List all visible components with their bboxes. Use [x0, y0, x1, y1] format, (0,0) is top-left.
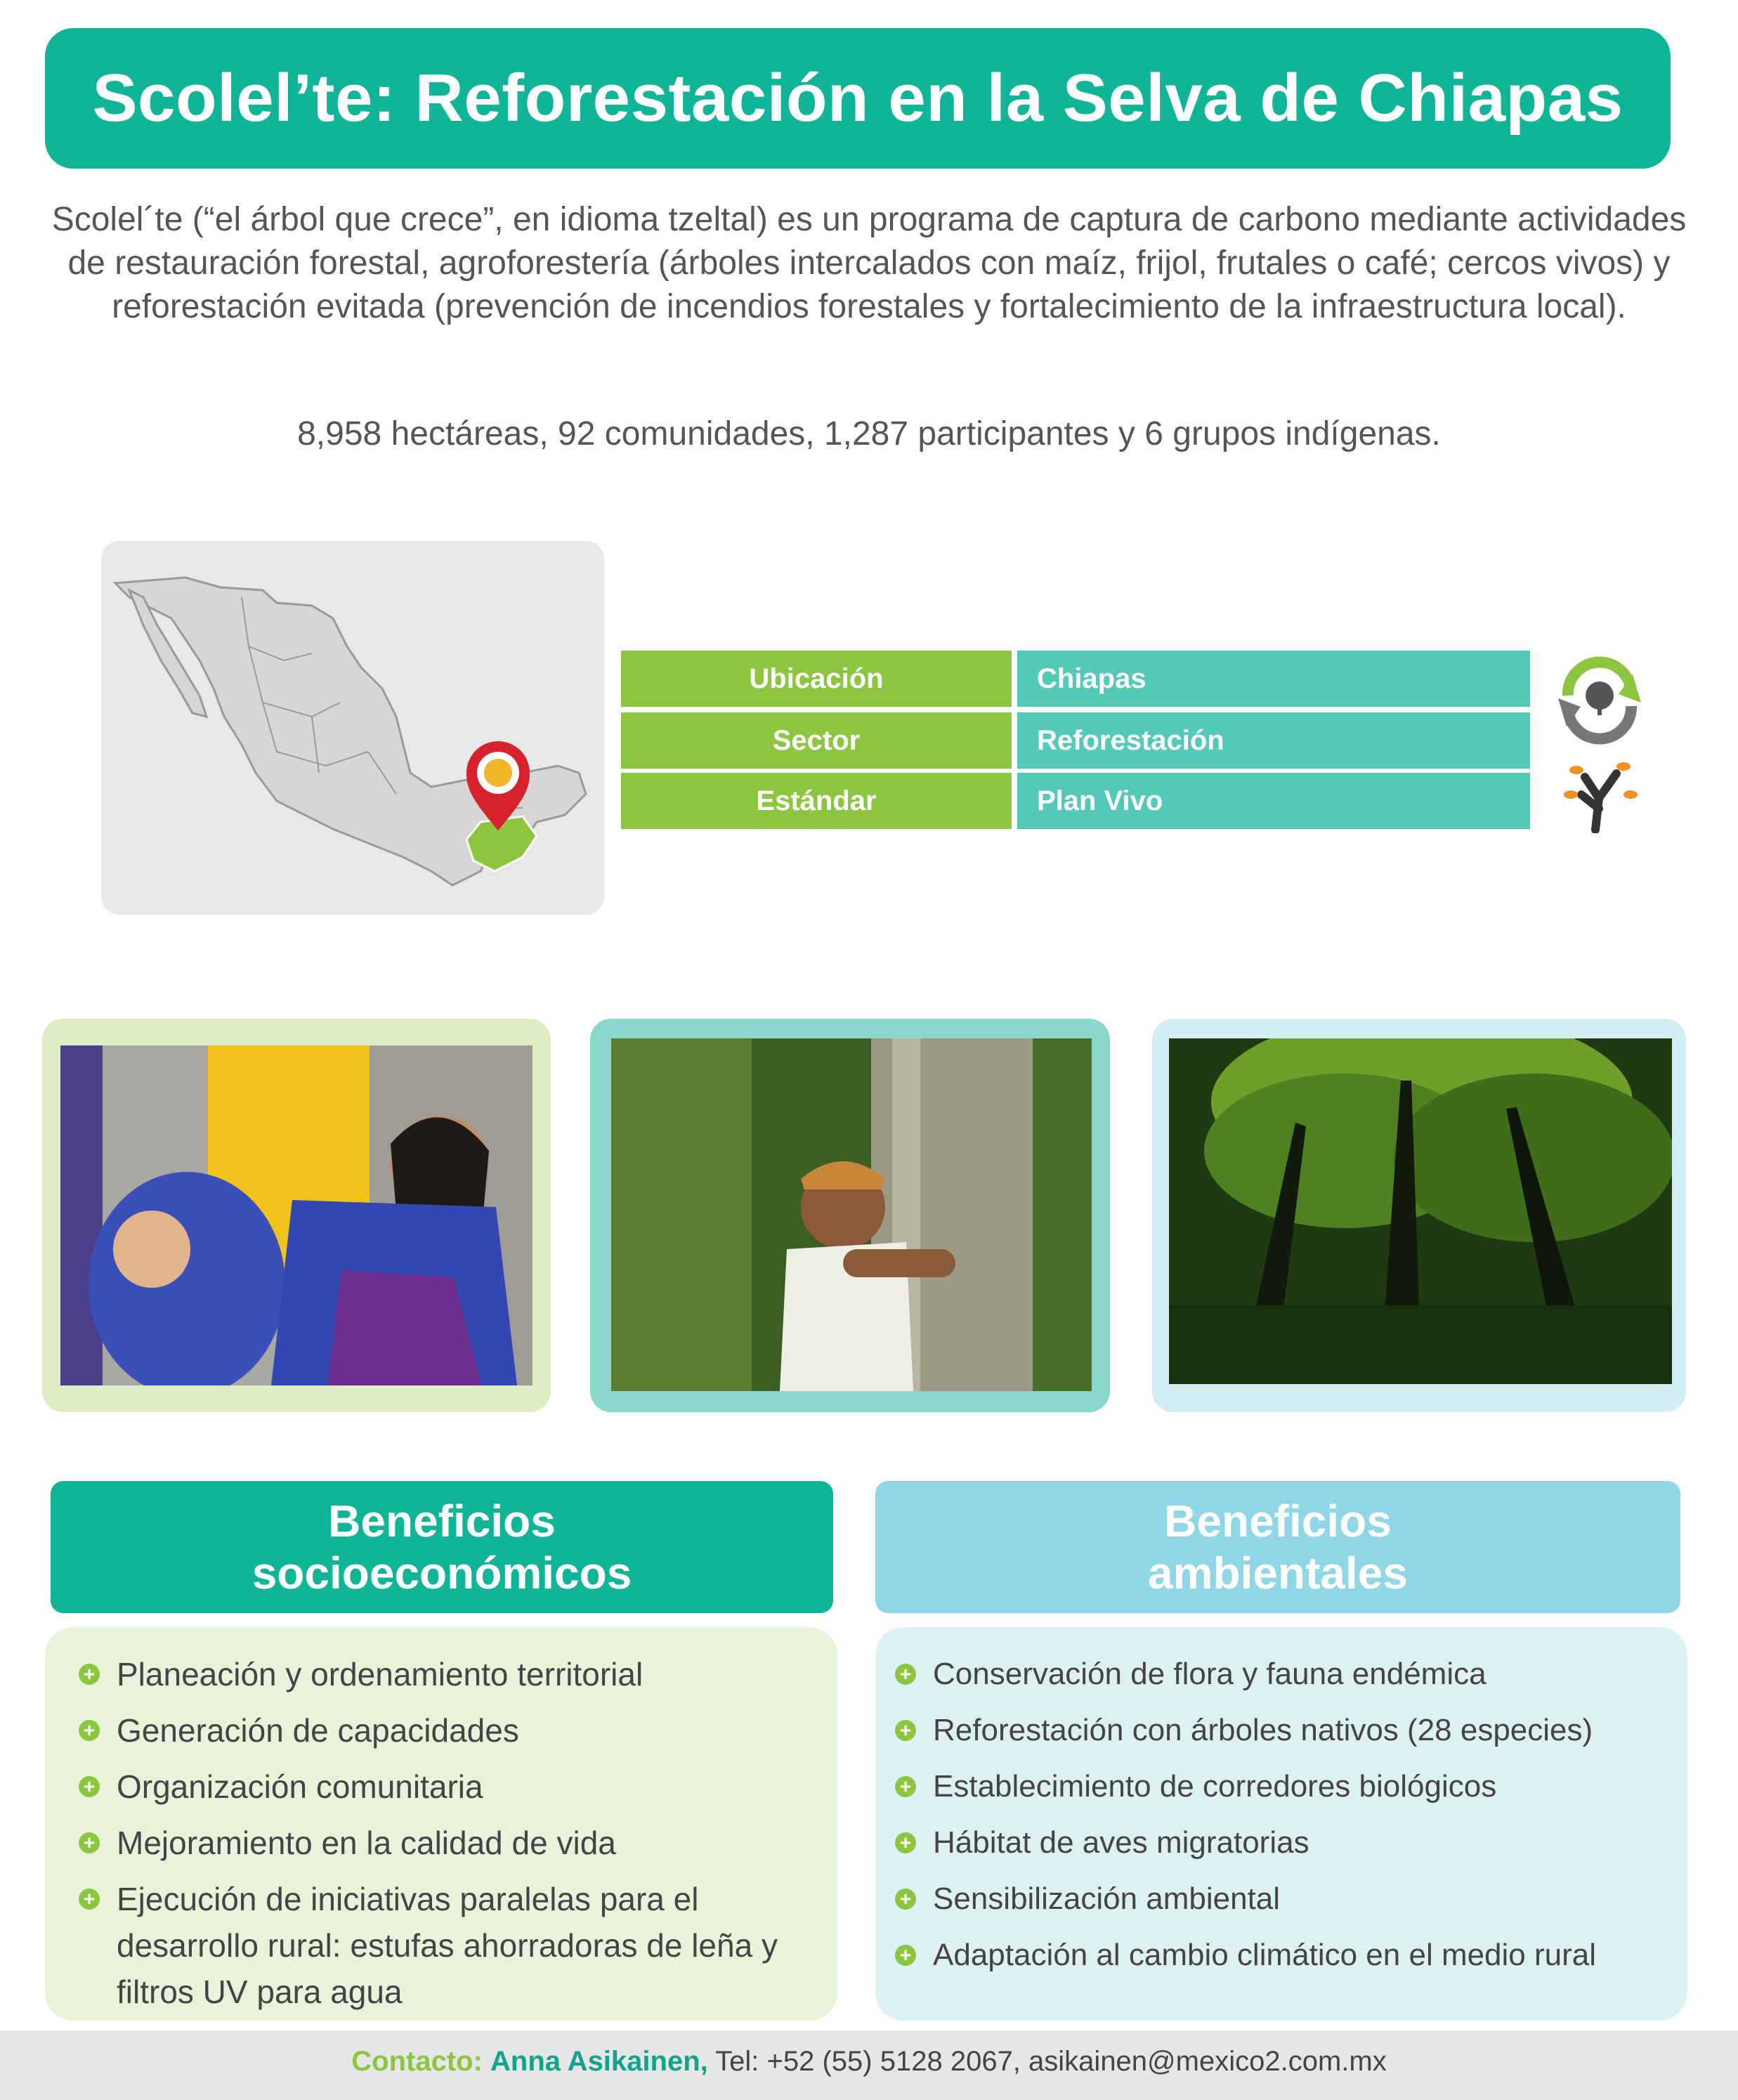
list-item: + Mejoramiento en la calidad de vida [79, 1820, 795, 1866]
env-header-line2: ambientales [1148, 1548, 1408, 1598]
footer-contact [0, 2046, 1738, 2078]
plus-bullet-icon: + [895, 1776, 916, 1797]
info-label-estandar: Estándar [621, 773, 1012, 829]
list-item: + Organización comunitaria [79, 1763, 795, 1810]
photo-man-hugging-tree [611, 1038, 1092, 1391]
plus-bullet-icon: + [79, 1889, 100, 1910]
photo-forest-canopy [1169, 1038, 1672, 1384]
list-item: + Hábitat de aves migratorias [895, 1820, 1675, 1866]
contact-email[interactable]: asikainen@mexico2.com.mx [1028, 2046, 1387, 2077]
list-item: + Adaptación al cambio climático en el medio rural [895, 1932, 1675, 1978]
page-title: Scolel’te: Reforestación en la Selva de Chiapas [92, 60, 1623, 136]
plus-bullet-icon: + [895, 1664, 916, 1685]
plus-bullet-icon: + [79, 1776, 100, 1797]
contact-name: Anna Asikainen, [490, 2046, 708, 2077]
list-item: + Reforestación con árboles nativos (28 especies) [895, 1707, 1675, 1754]
plus-bullet-icon: + [895, 1945, 916, 1966]
plan-vivo-tree-icon [1557, 756, 1641, 833]
list-item: + Conservación de flora y fauna endémica [895, 1651, 1675, 1697]
socio-benefits-box [45, 1627, 837, 2021]
env-benefits-list [895, 1651, 1675, 1988]
plus-bullet-icon: + [895, 1720, 916, 1741]
plus-bullet-icon: + [79, 1664, 100, 1685]
intro-paragraph: Scolel´te (“el árbol que crece”, en idioma tzeltal) es un programa de captura de carbono mediante actividades de restauración forestal, agroforestería (árboles intercalados con maíz, frijol, frutales o café; cercos vivos) y reforestación evitada (prevención de incendios forestales y fortalecimiento de la infraestructura local). [51, 201, 1687, 325]
socio-benefits-header [51, 1481, 833, 1613]
info-label-sector: Sector [621, 712, 1012, 769]
map-card [101, 541, 604, 915]
info-label-ubicacion: Ubicación [621, 651, 1012, 707]
title-banner [45, 28, 1671, 169]
list-item: + Sensibilización ambiental [895, 1876, 1675, 1922]
tree-cycle-icon [1554, 653, 1645, 745]
socio-benefits-list [79, 1651, 795, 2025]
socio-header-line1: Beneficios [328, 1496, 556, 1546]
mexico-map [101, 541, 604, 915]
env-benefits-box [875, 1627, 1687, 2021]
socio-header-line2: socioeconómicos [251, 1548, 632, 1598]
env-header-line1: Beneficios [1164, 1496, 1392, 1546]
list-item: + Generación de capacidades [79, 1707, 795, 1754]
info-value-estandar: Plan Vivo [1017, 773, 1530, 829]
stats-line: 8,958 hectáreas, 92 comunidades, 1,287 participantes y 6 grupos indígenas. [297, 415, 1441, 452]
plus-bullet-icon: + [79, 1832, 100, 1853]
info-value-sector: Reforestación [1017, 712, 1530, 769]
plus-bullet-icon: + [895, 1832, 916, 1853]
list-item: + Ejecución de iniciativas paralelas para el desarrollo rural: estufas ahorradoras de leña y filtros UV para agua [79, 1876, 795, 2015]
env-benefits-header [875, 1481, 1680, 1613]
list-item: + Planeación y ordenamiento territorial [79, 1651, 795, 1697]
contact-label: Contacto: [351, 2046, 483, 2077]
info-value-ubicacion: Chiapas [1017, 651, 1530, 707]
plus-bullet-icon: + [79, 1720, 100, 1741]
list-item: + Establecimiento de corredores biológicos [895, 1763, 1675, 1810]
plus-bullet-icon: + [895, 1889, 916, 1910]
photo-woman-child [60, 1045, 532, 1385]
contact-phone: Tel: +52 (55) 5128 2067, [715, 2046, 1021, 2077]
